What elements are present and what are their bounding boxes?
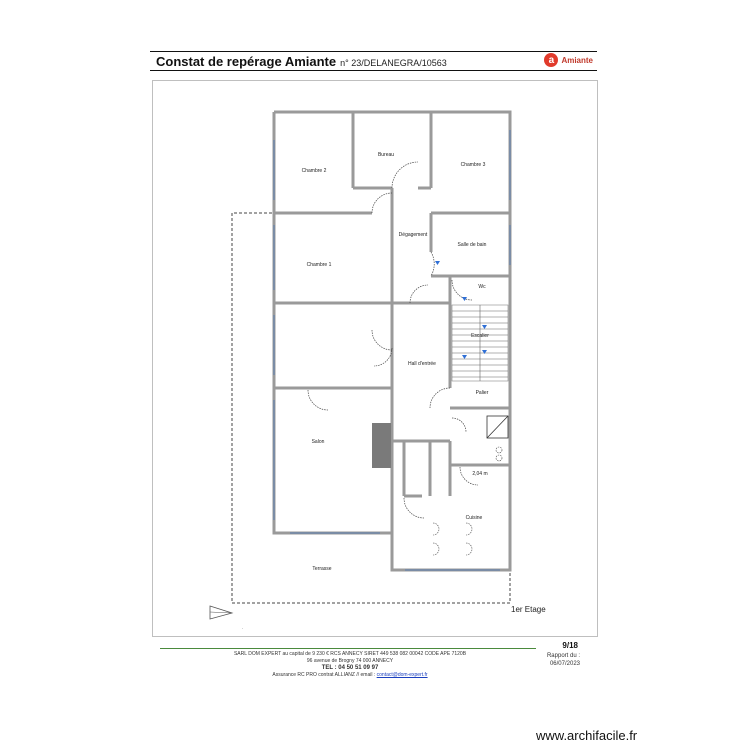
room-label-wc: Wc	[478, 284, 486, 290]
small-mark: ∙	[242, 626, 244, 632]
room-label-escalier: Escalier	[471, 333, 489, 339]
report-number: n° 23/DELANEGRA/10563	[340, 58, 447, 68]
kitchen-fixtures	[433, 447, 502, 555]
north-arrow-icon	[210, 606, 232, 619]
page-number: 9/18	[562, 641, 578, 650]
footer-company: SARL DOM EXPERT au capital de 9 230 € RCS ANNECY SIRET 449 538 082 00042 CODE APE 7120B	[233, 651, 467, 657]
footer-phone: TEL : 04 50 51 09 97	[321, 665, 379, 671]
staircase	[452, 305, 508, 381]
room-label-chambre2: Chambre 2	[301, 168, 327, 174]
document-footer	[180, 651, 520, 679]
room-label-bureau: Bureau	[377, 152, 395, 158]
footer-email-link[interactable]: contact@dom-expert.fr	[376, 672, 428, 678]
room-label-chambre1: Chambre 1	[306, 262, 332, 268]
room-label-palier: Palier	[475, 390, 489, 396]
room-label-cuisine: Cuisine	[465, 515, 483, 521]
footer-insurance	[180, 672, 520, 679]
room-label-salon: Salon	[311, 439, 325, 445]
room-label-hall: Hall d'entrée	[408, 361, 436, 367]
title-text: Constat de repérage Amiante	[156, 54, 337, 69]
footer-insurance-text: Assurance RC PRO contrat ALLIANZ // email :	[272, 672, 377, 678]
watermark: www.archifacile.fr	[536, 728, 638, 743]
logo-text: Amiante	[561, 55, 593, 65]
logo-mark: a	[544, 53, 558, 67]
report-date: 06/07/2023	[549, 661, 580, 667]
floor-label: 1er Etage	[511, 605, 546, 614]
footer-divider	[160, 648, 536, 649]
footer-address: 96 avenue de Brogny 74 000 ANNECY	[306, 658, 394, 664]
chimney-block	[372, 423, 391, 468]
report-date-label: Rapport du :	[546, 653, 580, 659]
room-label-degagement: Dégagement	[398, 232, 428, 238]
room-label-chambre3: Chambre 3	[460, 162, 486, 168]
dimension-label: 2,04 m	[472, 471, 488, 477]
room-label-terrasse: Terrasse	[312, 566, 332, 572]
room-label-salle-de-bain: Salle de bain	[457, 242, 487, 248]
